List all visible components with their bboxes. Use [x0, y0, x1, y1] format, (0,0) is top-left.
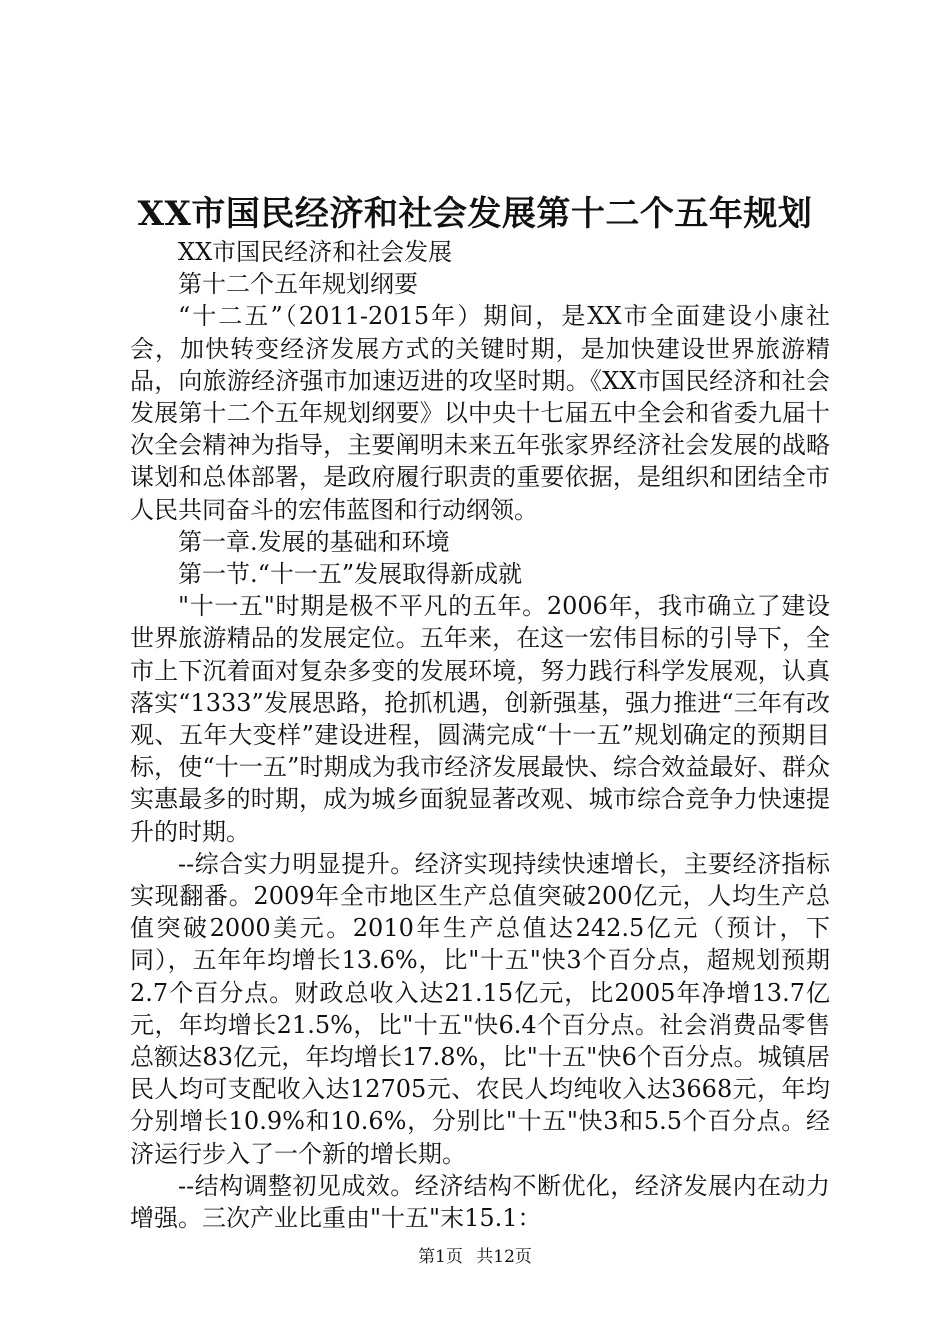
page-number: 第1页	[418, 1247, 463, 1267]
intro-paragraph: “十二五”（2011-2015年）期间，是XX市全面建设小康社会，加快转变经济发展方式的关键时期，是加快建设世界旅游精品，向旅游经济强市加速迈进的攻坚时期。《XX市国民经济和社会发展第十二个五年规划纲要》以中央十七届五中全会和省委九届十次全会精神为指导，主要阐明未来五年张家界经济社会发展的战略谋划和总体部署，是政府履行职责的重要依据，是组织和团结全市人民共同奋斗的宏伟蓝图和行动纲领。	[130, 302, 830, 524]
document-title: XX市国民经济和社会发展第十二个五年规划	[137, 194, 813, 234]
page-footer	[0, 1242, 950, 1267]
page-total: 共12页	[476, 1247, 532, 1267]
subtitle-line-2: 第十二个五年规划纲要	[178, 270, 418, 299]
document-body	[130, 236, 830, 1234]
body-paragraph: --综合实力明显提升。经济实现持续快速增长，主要经济指标实现翻番。2009年全市地区生产总值突破200亿元，人均生产总值突破2000美元。2010年生产总值达242.5亿元（预计，下同），五年年均增长13.6%，比"十五"快3个百分点，超规划预期2.7个百分点。财政总收入达21.15亿元，比2005年净增13.7亿元，年均增长21.5%，比"十五"快6.4个百分点。社会消费品零售总额达83亿元，年均增长17.8%，比"十五"快6个百分点。城镇居民人均可支配收入达12705元、农民人均纯收入达3668元，年均分别增长10.9%和10.6%，分别比"十五"快3和5.5个百分点。经济运行步入了一个新的增长期。	[130, 849, 830, 1168]
body-paragraph: --结构调整初见成效。经济结构不断优化，经济发展内在动力增强。三次产业比重由"十五"末15.1：	[130, 1171, 830, 1233]
section-heading: 第一节.“十一五”发展取得新成就	[178, 560, 523, 589]
chapter-heading: 第一章.发展的基础和环境	[178, 527, 450, 556]
body-paragraph: "十一五"时期是极不平凡的五年。2006年，我市确立了建设世界旅游精品的发展定位。五年来，在这一宏伟目标的引导下，全市上下沉着面对复杂多变的发展环境，努力践行科学发展观，认真落实“1333”发展思路，抢抓机遇，创新强基，强力推进“三年有改观、五年大变样”建设进程，圆满完成“十一五”规划确定的预期目标，使“十一五”时期成为我市经济发展最快、综合效益最好、群众实惠最多的时期，成为城乡面貌显著改观、城市综合竞争力快速提升的时期。	[130, 592, 830, 846]
subtitle-line-1: XX市国民经济和社会发展	[178, 238, 453, 266]
